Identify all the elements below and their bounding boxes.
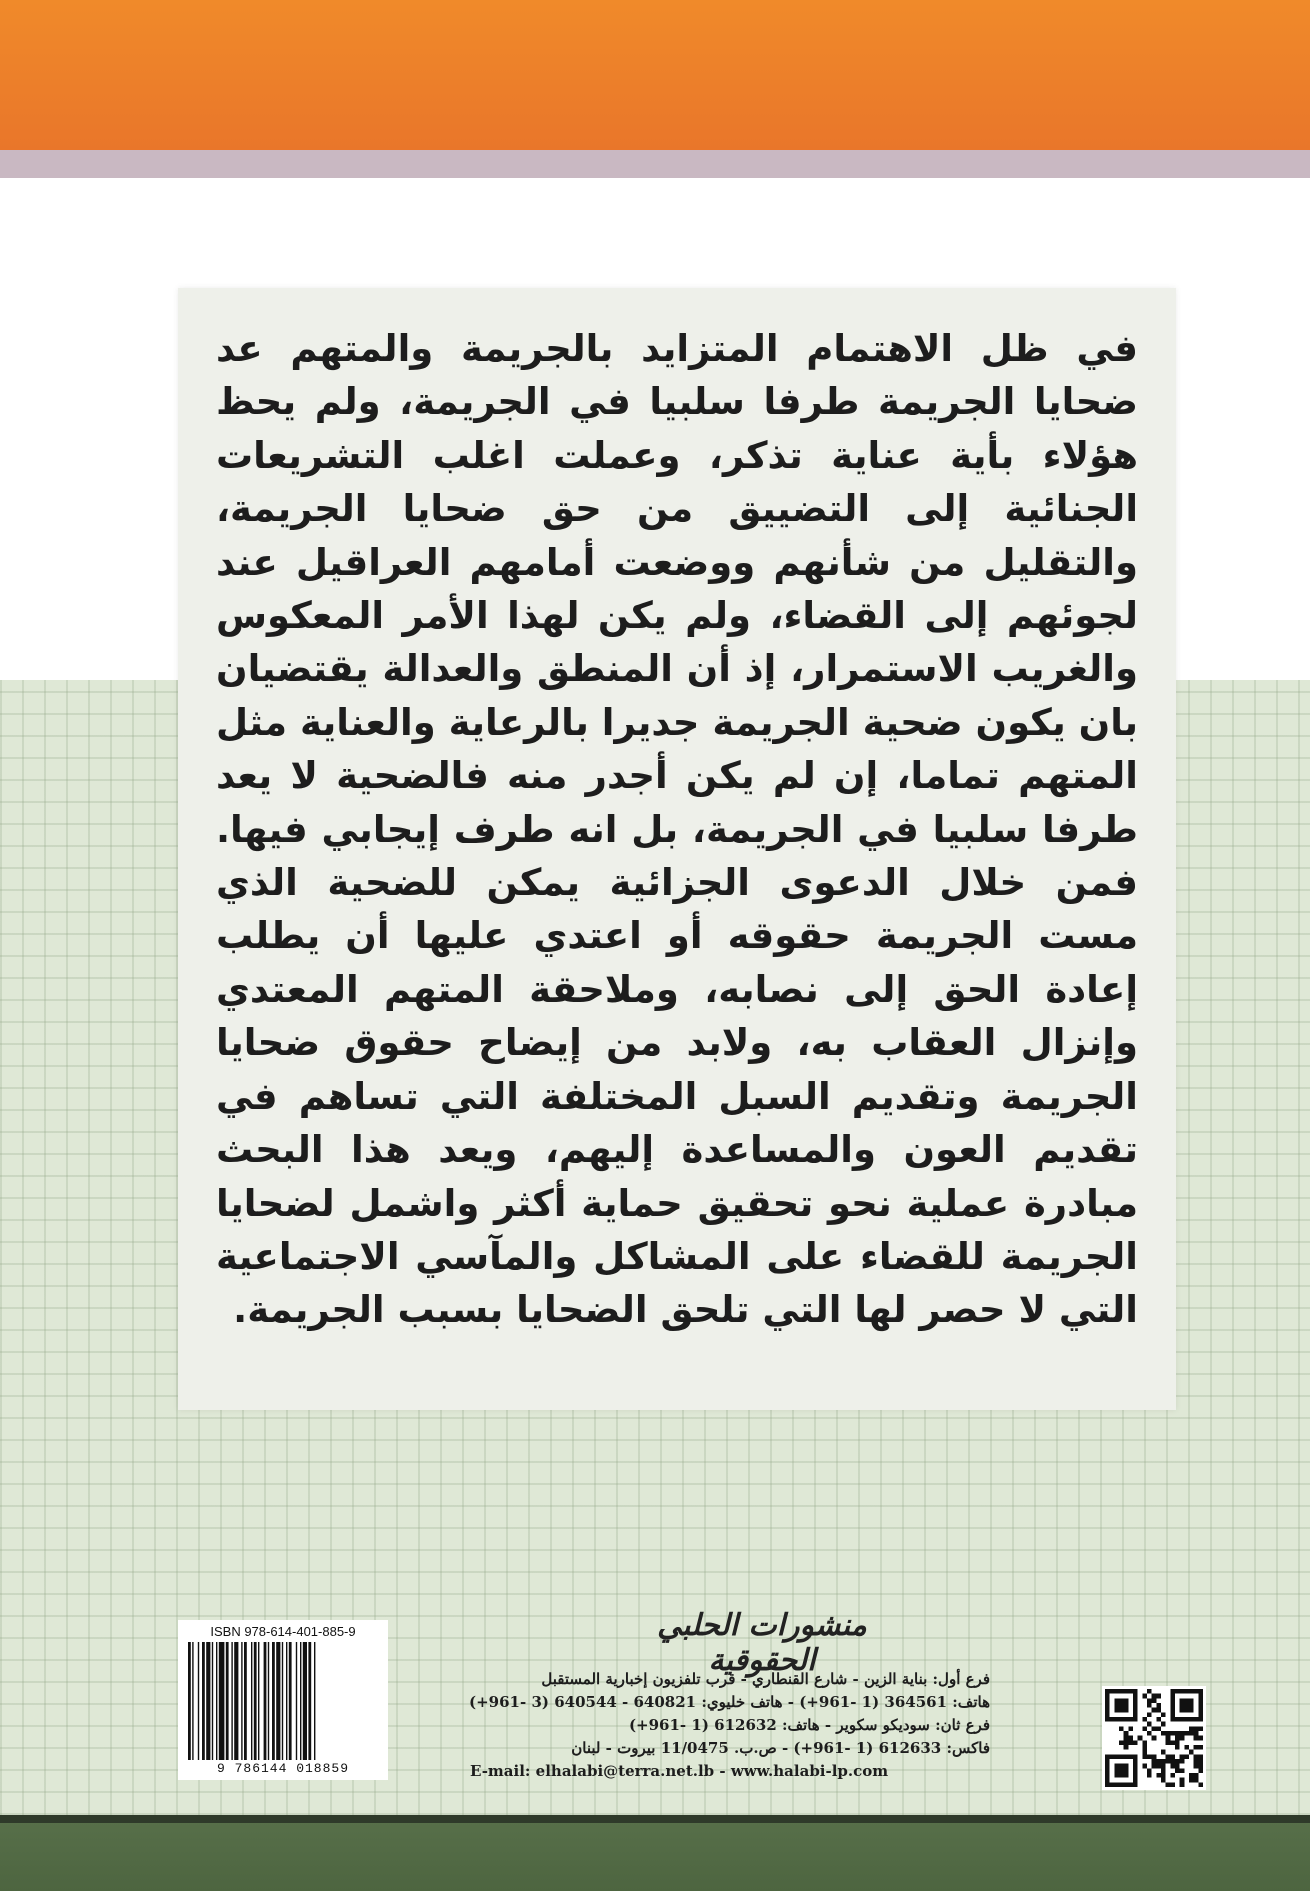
bottom-dark-band xyxy=(0,1815,1310,1891)
address-line-3: فرع ثان: سوديكو سكوير - هاتف: 612632 (1 -961+) xyxy=(628,1716,990,1734)
publisher-logo: منشورات الحلبي الحقوقية xyxy=(657,1608,867,1678)
contact-email-web: E-mail: elhalabi@terra.net.lb - www.halabi-lp.com xyxy=(470,1762,889,1780)
qr-code-icon xyxy=(1105,1689,1203,1787)
top-orange-band xyxy=(0,0,1310,150)
qr-code xyxy=(1102,1686,1206,1790)
blurb-panel xyxy=(178,288,1176,1410)
isbn-barcode xyxy=(178,1620,388,1780)
barcode-digits: 9 786144 018859 xyxy=(216,1761,350,1776)
address-line-4: فاكس: 612633 (1 -961+) - ص.ب. 11/0475 بيروت - لبنان xyxy=(571,1739,990,1757)
publisher-address xyxy=(470,1668,990,1783)
barcode-bars xyxy=(186,1642,380,1760)
top-mauve-stripe xyxy=(0,150,1310,178)
address-line-1: فرع أول: بناية الزين - شارع القنطاري - قرب تلفزيون إخبارية المستقبل xyxy=(541,1670,990,1688)
isbn-label: ISBN 978-614-401-885-9 xyxy=(210,1624,356,1639)
back-cover-blurb: في ظل الاهتمام المتزايد بالجريمة والمتهم عد ضحايا الجريمة طرفا سلبيا في الجريمة، ولم يحظ هؤلاء بأية عناية تذكر، وعملت اغلب التشريعات الجنائية إلى التضييق من حق ضحايا الجريمة، والتقليل من شأنهم ووضعت أمامهم العراقيل عند لجوئهم إلى القضاء، ولم يكن لهذا الأمر المعكوس والغريب الاستمرار، إذ أن المنطق والعدالة يقتضيان بان يكون ضحية الجريمة جديرا بالرعاية والعناية مثل المتهم تماما، إن لم يكن أجدر منه فالضحية لا يعد طرفا سلبيا في الجريمة، بل انه طرف إيجابي فيها. فمن خلال الدعوى الجزائية يمكن للضحية الذي مست الجريمة حقوقه أو اعتدي عليها أن يطلب إعادة الحق إلى نصابه، وملاحقة المتهم المعتدي وإنزال العقاب به، ولابد من إيضاح حقوق ضحايا الجريمة وتقديم السبل المختلفة التي تساهم في تقديم العون والمساعدة إليهم، ويعد هذا البحث مبادرة عملية نحو تحقيق حماية أكثر واشمل لضحايا الجريمة للقضاء على المشاكل والمآسي الاجتماعية التي لا حصر لها التي تلحق الضحايا بسبب الجريمة. xyxy=(216,327,1138,1332)
address-line-2: هاتف: 364561 (1 -961+) - هاتف خليوي: 640821 - 640544 (3 -961+) xyxy=(469,1693,990,1711)
